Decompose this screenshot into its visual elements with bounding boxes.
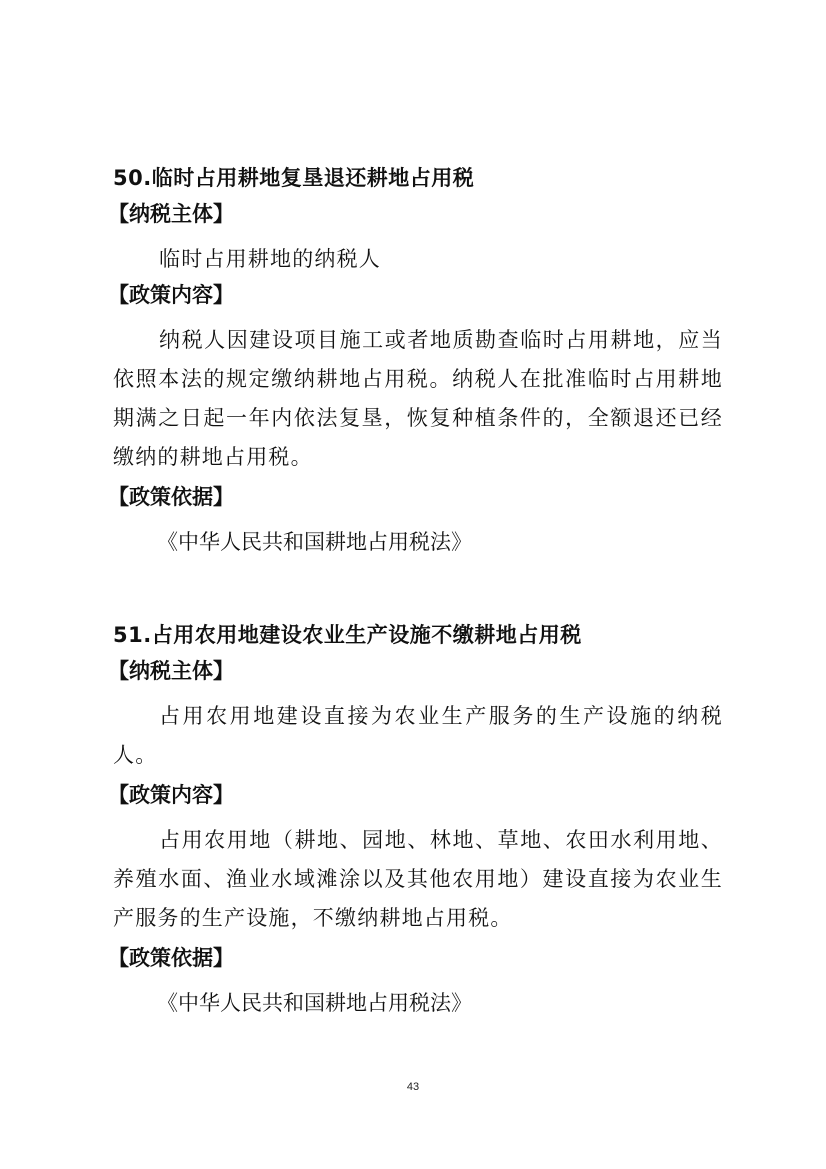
- policy-content-text: 占用农用地（耕地、园地、林地、草地、农田水利用地、养殖水面、渔业水域滩涂以及其他农用地）建设直接为农业生产服务的生产设施，不缴纳耕地占用税。: [113, 828, 723, 930]
- policy-content-heading: 【政策内容】: [108, 783, 234, 807]
- taxpayer-heading: 【纳税主体】: [108, 202, 234, 226]
- policy-basis-heading: 【政策依据】: [108, 946, 234, 970]
- policy-basis-heading: 【政策依据】: [108, 485, 234, 509]
- policy-basis-text: 《中华人民共和国耕地占用税法》: [157, 991, 472, 1015]
- policy-section-50: [108, 164, 723, 568]
- policy-content-text: 纳税人因建设项目施工或者地质勘查临时占用耕地，应当依照本法的规定缴纳耕地占用税。纳税人在批准临时占用耕地期满之日起一年内依法复垦，恢复种植条件的，全额退还已经缴纳的耕地占用税。: [113, 328, 723, 469]
- policy-content-heading: 【政策内容】: [108, 283, 234, 307]
- section-title: 51.占用农用地建设农业生产设施不缴耕地占用税: [113, 623, 582, 647]
- section-title: 50.临时占用耕地复垦退还耕地占用税: [113, 166, 475, 190]
- taxpayer-text: 临时占用耕地的纳税人: [159, 247, 381, 271]
- taxpayer-heading: 【纳税主体】: [108, 659, 234, 683]
- page-number: 43: [406, 1081, 420, 1093]
- policy-basis-text: 《中华人民共和国耕地占用税法》: [157, 530, 472, 554]
- taxpayer-text: 占用农用地建设直接为农业生产服务的生产设施的纳税人。: [113, 704, 723, 767]
- policy-section-51: [108, 621, 723, 1029]
